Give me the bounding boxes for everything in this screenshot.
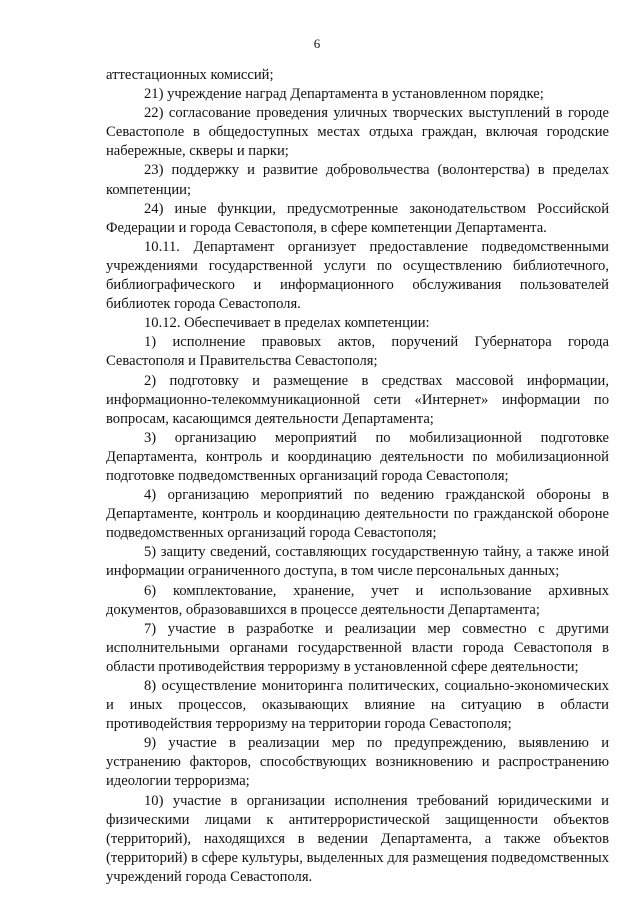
- paragraph: 1) исполнение правовых актов, поручений Губернатора города Севастополя и Правительства Севастополя;: [106, 334, 609, 370]
- paragraph: 24) иные функции, предусмотренные законодательством Российской Федерации и города Севастополя, в сфере компетенции Департамента.: [106, 200, 609, 236]
- page-number: 6: [313, 36, 321, 51]
- paragraph: 2) подготовку и размещение в средствах массовой информации, информационно-телекоммуникационной сети «Интернет» информации по вопросам, касающимся деятельности Департамента;: [106, 372, 609, 427]
- paragraph: 23) поддержку и развитие добровольчества (волонтерства) в пределах компетенции;: [106, 162, 609, 198]
- paragraph: 8) осуществление мониторинга политических, социально-экономических и иных процессов, оказывающих влияние на ситуацию в области противодействия терроризму на территории города Севастополя;: [106, 678, 609, 733]
- paragraph: 10.12. Обеспечивает в пределах компетенции:: [144, 315, 430, 332]
- paragraph: 3) организацию мероприятий по мобилизационной подготовке Департамента, контроль и координацию деятельности по мобилизационной подготовке подведомственных организаций города Севастополя;: [106, 429, 609, 484]
- paragraph: 10.11. Департамент организует предоставление подведомственными учреждениями государственной услуги по осуществлению библиотечного, библиографического и информационного обслуживания пользователей библиотек города Севастополя.: [106, 238, 609, 313]
- paragraph: 22) согласование проведения уличных творческих выступлений в городе Севастополе в общедоступных местах отдыха граждан, включая городские набережные, скверы и парки;: [106, 105, 609, 160]
- paragraph: 21) учреждение наград Департамента в установленном порядке;: [144, 86, 544, 103]
- paragraph: 9) участие в реализации мер по предупреждению, выявлению и устранению факторов, способствующих возникновению и распространению идеологии терроризма;: [106, 735, 609, 790]
- paragraph: 6) комплектование, хранение, учет и использование архивных документов, образовавшихся в процессе деятельности Департамента;: [106, 582, 609, 618]
- paragraph: 10) участие в организации исполнения требований юридическими и физическими лицами к антитеррористической защищенности объектов (территорий), находящихся в ведении Департамента, а также объектов (территорий) в сфере культуры, выделенных для размещения подведомственных учреждений города Севастополя.: [106, 792, 609, 885]
- document-body: [106, 66, 609, 887]
- paragraph: аттестационных комиссий;: [106, 67, 274, 83]
- paragraph: 7) участие в разработке и реализации мер совместно с другими исполнительными органами государственной власти города Севастополя в области противодействия терроризму в установленной сфере деятельности;: [106, 620, 609, 675]
- paragraph: 4) организацию мероприятий по ведению гражданской обороны в Департаменте, контроль и координацию деятельности по гражданской обороне подведомственных организаций города Севастополя;: [106, 487, 609, 542]
- paragraph: 5) защиту сведений, составляющих государственную тайну, а также иной информации ограниченного доступа, в том числе персональных данных;: [106, 544, 609, 580]
